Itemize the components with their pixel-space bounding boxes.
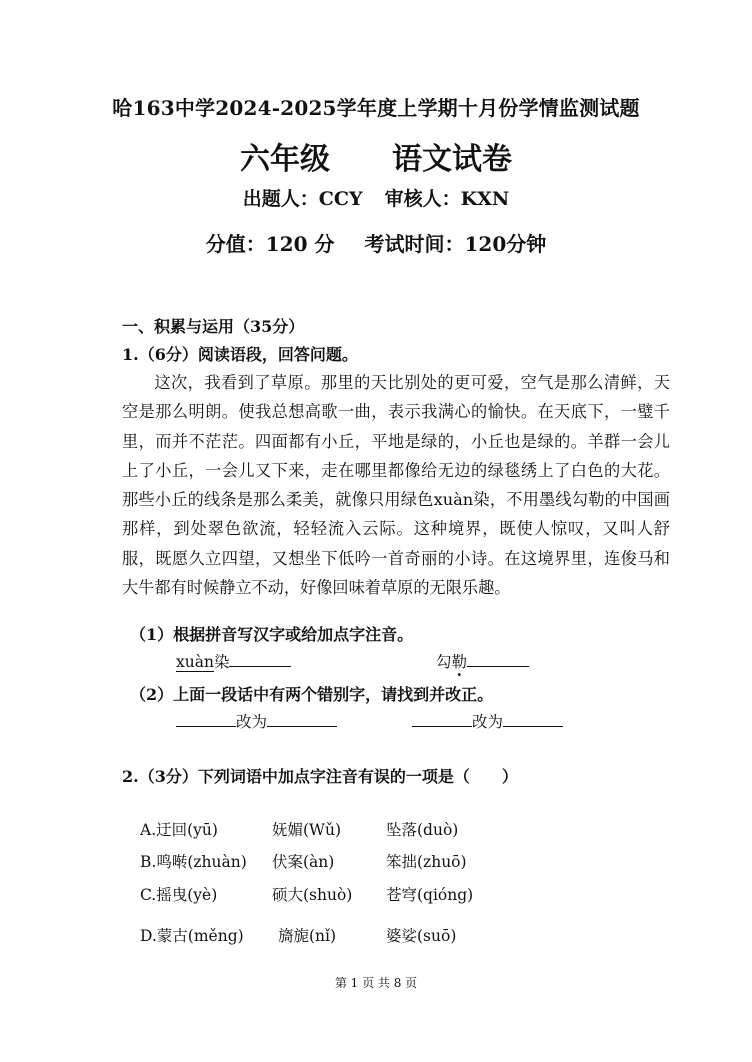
option-b-word-1[interactable]: B.鸣啭(zhuàn) [140,853,247,871]
reviewer-label: 审核人：KXN [384,188,510,210]
reading-passage [122,368,670,602]
sub1-item-b [436,650,529,672]
subject-label: 语文试卷 [392,142,512,177]
answer-blank[interactable] [176,712,236,727]
answer-blank[interactable] [412,712,472,727]
page-footer: 第 1 页 共 8 页 [334,976,418,990]
exam-title: 哈163中学2024-2025学年度上学期十月份学情监测试题 [112,96,640,120]
answer-blank[interactable] [503,712,563,727]
option-b-word-3: 笨拙(zhuō) [386,853,467,871]
option-c-word-2: 硕大(shuò) [272,886,353,904]
question-2-stem: 2.（3分）下列词语中加点字注音有误的一项是（ ） [122,767,518,786]
char-text: 染 [213,653,230,671]
option-d-word-1[interactable]: D.蒙古(měng) [140,927,244,945]
option-c-word-3: 苍穹(qióng) [386,886,474,904]
change-label: 改为 [472,713,504,731]
change-label: 改为 [236,713,268,731]
option-a-word-3: 坠落(duò) [386,821,459,839]
option-a-word-1[interactable]: A.迂回(yū) [140,821,218,839]
section-heading: 一、积累与运用（35分） [122,317,305,336]
answer-blank[interactable] [467,652,529,667]
char-text: 勾 [436,653,452,671]
author-label: 出题人：CCY [242,188,363,210]
question-1-sub1: （1）根据拼音写汉字或给加点字注音。 [130,625,414,644]
option-d-word-2: 旖旎(nǐ) [278,927,337,945]
question-1-sub2: （2）上面一段话中有两个错别字，请找到并改正。 [130,685,494,704]
option-d-word-3: 婆娑(suō) [386,927,457,945]
grade-label: 六年级 [240,142,330,177]
time-label: 考试时间：120分钟 [364,232,547,256]
pinyin-text: xuàn [176,653,214,671]
answer-blank[interactable] [267,712,337,727]
dotted-char: 勒 [451,653,468,671]
option-c-word-1[interactable]: C.摇曳(yè) [140,886,218,904]
option-a-word-2: 妩媚(Wǔ) [272,821,342,839]
passage-text: 这次，我看到了草原。那里的天比别处的更可爱，空气是那么清鲜，天空是那么明朗。使我总想高歌一曲，表示我满心的愉快。在天底下，一璧千里，而并不茫茫。四面都有小丘，平地是绿的，小丘也是绿的。羊群一会儿上了小丘，一会儿又下来，走在哪里都像给无边的绿毯绣上了白色的大花。那些小丘的线条是那么柔美，就像只用绿色xuàn染，不用墨线勾勒的中国画那样，到处翠色欲流，轻轻流入云际。这种境界，既使人惊叹，又叫人舒服，既愿久立四望，又想坐下低吟一首奇丽的小诗。在这境界里，连俊马和大牛都有时候静立不动，好像回味着草原的无限乐趣。 [122,373,670,598]
sub1-item-a [176,650,291,672]
score-label: 分值：120 分 [205,232,335,256]
exam-subtitle [0,134,752,178]
question-1-stem: 1.（6分）阅读语段，回答问题。 [122,345,358,364]
sub2-item-b [412,710,563,732]
exam-meta [0,228,752,257]
answer-blank[interactable] [229,652,291,667]
option-b-word-2: 伏案(àn) [272,853,335,871]
sub2-item-a [176,710,337,732]
exam-staff [0,184,752,211]
